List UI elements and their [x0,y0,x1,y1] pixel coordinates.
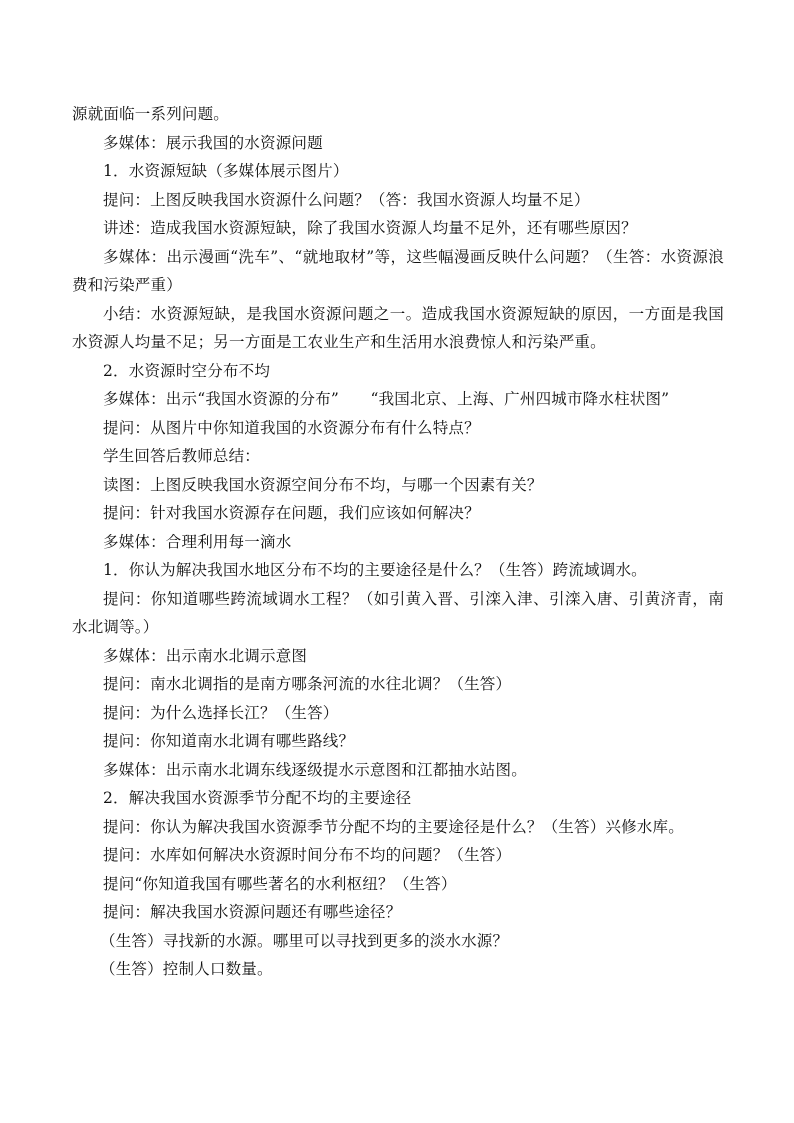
section-heading: 1．水资源短缺（多媒体展示图片） [103,162,349,180]
paragraph-line: 提问：针对我国水资源存在问题，我们应该如何解决？ [103,504,480,522]
paragraph-line: 提问：水库如何解决水资源时间分布不均的问题？（生答） [103,846,512,864]
paragraph-line: 读图：上图反映我国水资源空间分布不均，与哪一个因素有关？ [103,475,543,494]
document-body [72,100,724,984]
paragraph-line: 多媒体：出示南水北调示意图 [103,646,308,665]
paragraph-line: 多媒体：展示我国的水资源问题 [103,133,323,152]
paragraph-line: 提问：你认为解决我国水资源季节分配不均的主要途径是什么？（生答）兴修水库。 [103,817,684,836]
paragraph-line: 提问：你知道南水北调有哪些路线？ [103,732,355,750]
section-heading: 1．你认为解决我国水地区分布不均的主要途径是什么？（生答）跨流域调水。 [103,561,647,579]
paragraph-line: 源就面临一系列问题。 [72,105,230,123]
paragraph-line: 讲述：造成我国水资源短缺，除了我国水资源人均量不足外，还有哪些原因？ [103,219,637,237]
paragraph-line: 提问：为什么选择长江？（生答） [103,703,339,722]
paragraph-line: 水北调等。） [72,618,159,636]
section-heading: 2．解决我国水资源季节分配不均的主要途径 [103,789,412,807]
paragraph-line: （生答）控制人口数量。 [100,960,273,978]
paragraph-line: 小结：水资源短缺，是我国水资源问题之一。造成我国水资源短缺的原因，一方面是我国 [103,304,724,323]
paragraph-line: 提问：上图反映我国水资源什么问题？（答：我国水资源人均量不足） [103,190,590,209]
paragraph-line: 多媒体：合理利用每一滴水 [103,532,292,551]
paragraph-line: 费和污染严重） [72,276,182,294]
paragraph-line: 多媒体：出示南水北调东线逐级提水示意图和江都抽水站图。 [103,760,527,779]
paragraph-line: 提问：南水北调指的是南方哪条河流的水往北调？（生答） [103,675,512,693]
paragraph-line: 学生回答后教师总结： [103,447,261,465]
paragraph-line: 提问：解决我国水资源问题还有哪些途径？ [103,903,402,921]
paragraph-line: 多媒体：出示漫画“洗车”、“就地取材”等，这些幅漫画反映什么问题？（生答：水资源浪 [103,247,724,266]
paragraph-line: 多媒体：出示“我国水资源的分布” “我国北京、上海、广州四城市降水柱状图” [103,390,670,408]
paragraph-line: 提问：从图片中你知道我国的水资源分布有什么特点？ [103,418,480,437]
paragraph-line: （生答）寻找新的水源。哪里可以寻找到更多的淡水水源？ [100,931,509,950]
paragraph-line: 提问“你知道我国有哪些著名的水利枢纽？（生答） [103,874,457,893]
paragraph-line: 水资源人均量不足；另一方面是工农业生产和生活用水浪费惊人和污染严重。 [72,333,606,351]
section-heading: 2．水资源时空分布不均 [103,361,271,380]
paragraph-line: 提问：你知道哪些跨流域调水工程？（如引黄入晋、引滦入津、引滦入唐、引黄济青，南 [103,589,724,608]
